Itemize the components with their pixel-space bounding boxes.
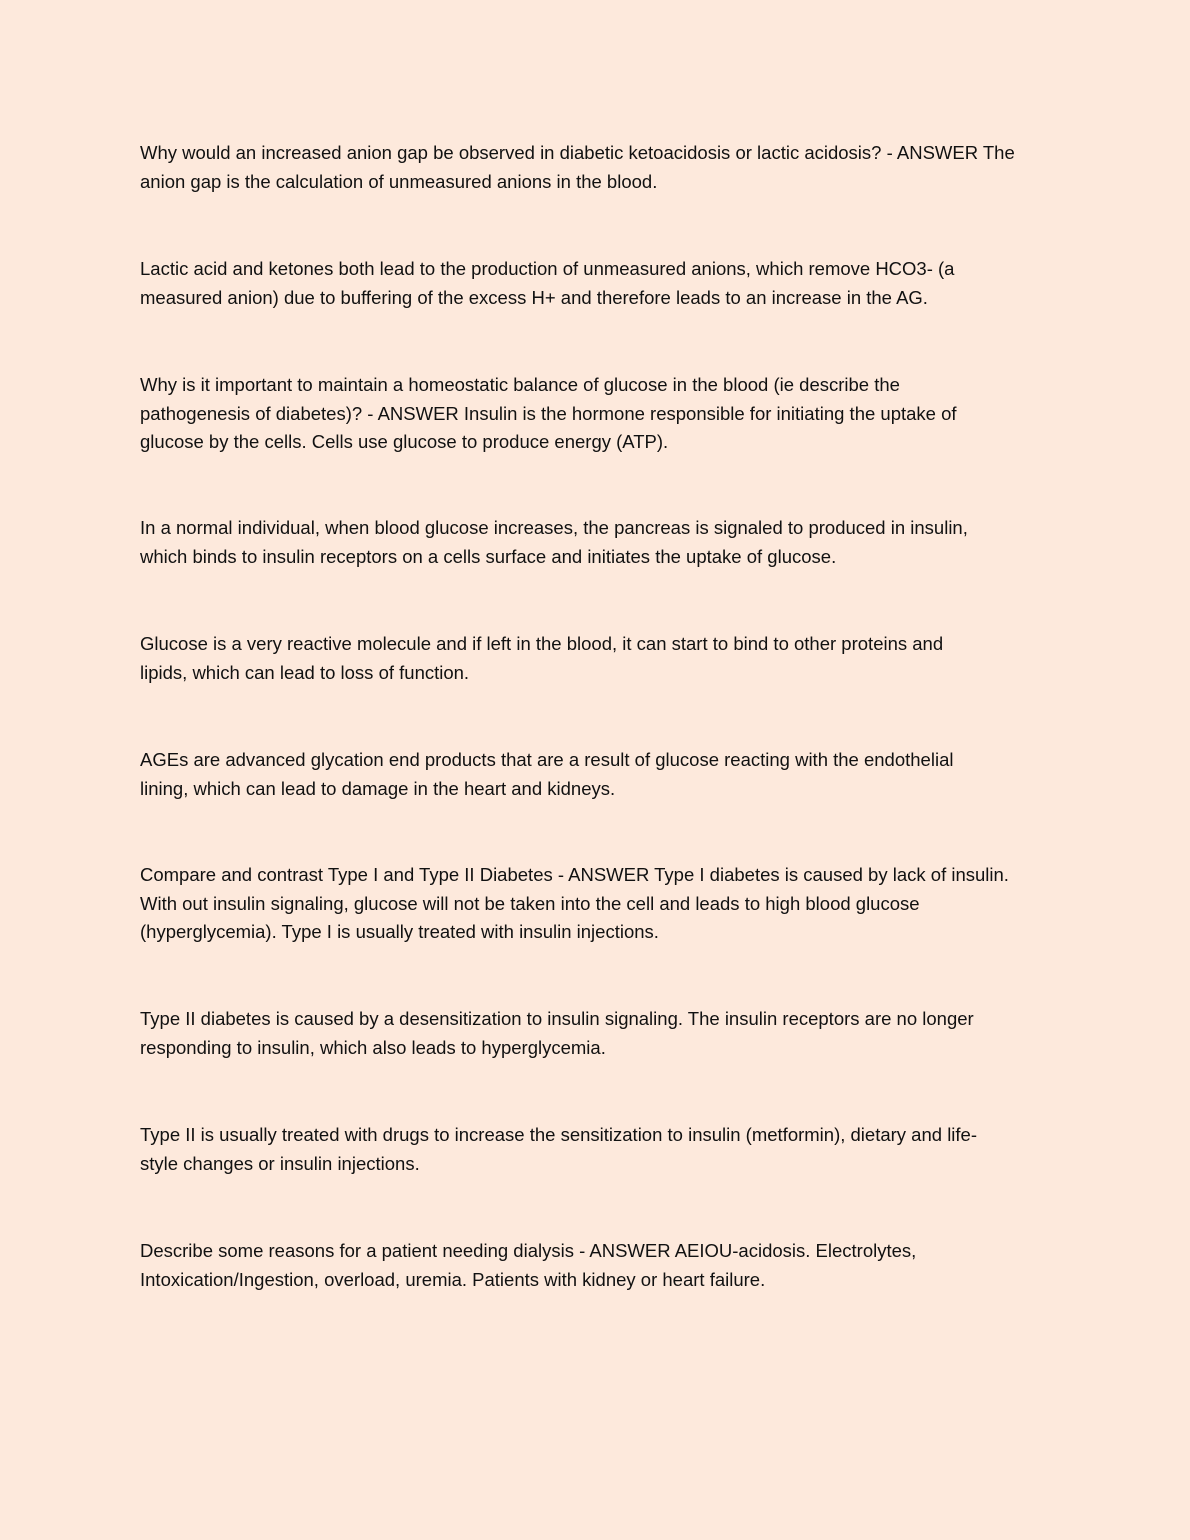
paragraph-glucose-reactive: Glucose is a very reactive molecule and if left in the blood, it can start to bind to other proteins and lipids, which can lead to loss of function. xyxy=(140,633,944,683)
paragraph-dialysis-question: Describe some reasons for a patient needing dialysis - ANSWER AEIOU-acidosis. Electrolytes, Intoxication/Ingestion, overload, uremia. Patients with kidney or heart failure. xyxy=(140,1240,917,1290)
paragraph-type-ii-cause: Type II diabetes is caused by a desensitization to insulin signaling. The insulin receptors are no longer responding to insulin, which also leads to hyperglycemia. xyxy=(140,1008,974,1058)
paragraph-type-comparison-question: Compare and contrast Type I and Type II Diabetes - ANSWER Type I diabetes is caused by lack of insulin. With out insulin signaling, glucose will not be taken into the cell and leads to high blood glucose (hyperglycemia). Type I is usually treated with insulin injections. xyxy=(140,864,1009,942)
paragraph-glucose-homeostasis-question: Why is it important to maintain a homeostatic balance of glucose in the blood (ie describe the pathogenesis of diabetes)? - ANSWER Insulin is the hormone responsible for initiating the uptake of glucose by the cells. Cells use glucose to produce energy (ATP). xyxy=(140,374,957,452)
paragraph-anion-gap-question: Why would an increased anion gap be observed in diabetic ketoacidosis or lactic acidosis? - ANSWER The anion gap is the calculation of unmeasured anions in the blood. xyxy=(140,142,1015,192)
paragraph-ages: AGEs are advanced glycation end products that are a result of glucose reacting with the endothelial lining, which can lead to damage in the heart and kidneys. xyxy=(140,749,954,799)
paragraph-normal-individual: In a normal individual, when blood glucose increases, the pancreas is signaled to produced in insulin, which binds to insulin receptors on a cells surface and initiates the uptake of glucose. xyxy=(140,517,968,567)
paragraph-type-ii-treatment: Type II is usually treated with drugs to increase the sensitization to insulin (metformin), dietary and life- style changes or insulin injections. xyxy=(140,1124,977,1174)
paragraph-lactic-acid-ketones: Lactic acid and ketones both lead to the production of unmeasured anions, which remove HCO3- (a measured anion) due to buffering of the excess H+ and therefore leads to an increase in the AG. xyxy=(140,258,955,308)
